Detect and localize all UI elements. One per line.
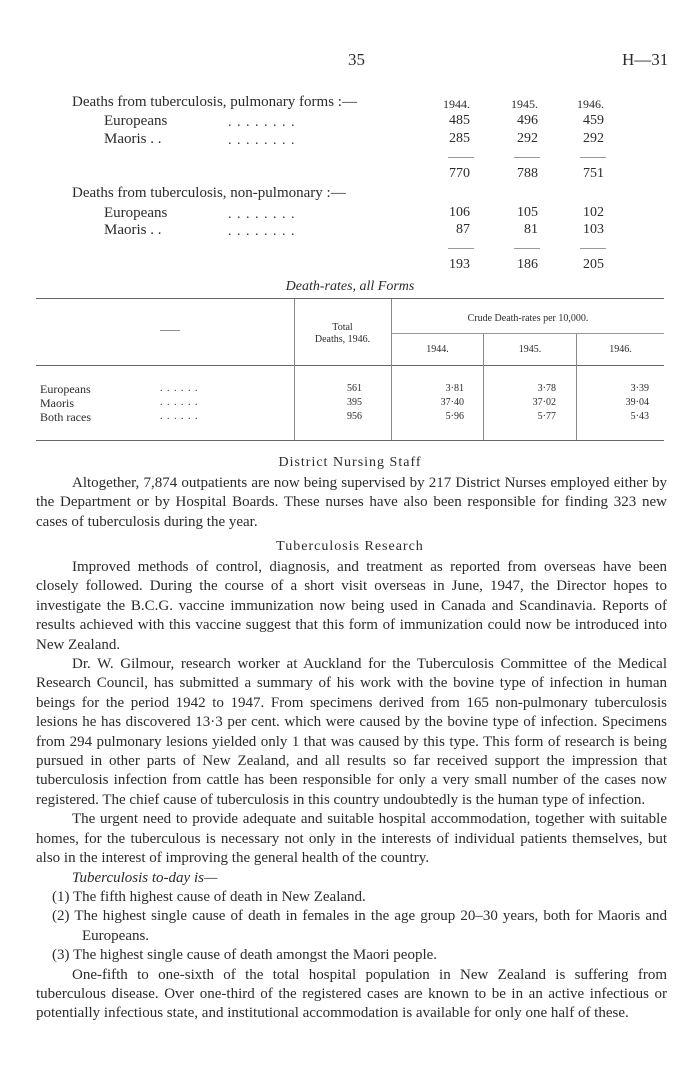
rate-cell: 5·77 — [537, 411, 556, 422]
year-header: 1944. — [443, 97, 470, 111]
paragraph: One-fifth to one-sixth of the total hospital population in New Zealand is suffering from tuberculous disease. Over one-third of the registered cases are known to be in an active infectious or potentially infectious state, and institutional accommodation is available for only one half of these. — [36, 966, 667, 1022]
value-cell: 106 — [449, 205, 470, 220]
year-header: 1946. — [609, 344, 632, 355]
total-cell: 751 — [583, 166, 604, 181]
cause-list — [36, 888, 667, 966]
value-cell: 459 — [583, 113, 604, 128]
rate-cell: 5·43 — [630, 411, 649, 422]
row-label: Both races — [40, 410, 91, 424]
pulmonary-heading: Deaths from tuberculosis, pulmonary forms :— — [72, 94, 357, 110]
paragraph: The urgent need to provide adequate and suitable hospital accommodation, together with suitable homes, for the tuberculous is necessary not only in the interests of individual patients themselves, but also in the interest of improving the general health of the country. — [36, 811, 667, 867]
value-cell: 105 — [517, 205, 538, 220]
leader-dots: . . . . . . — [160, 397, 199, 408]
rate-cell: 3·78 — [537, 383, 556, 394]
list-item: (2) The highest single cause of death in females in the age group 20–30 years, both for Maoris and Europeans. — [52, 908, 667, 944]
section-heading: District Nursing Staff — [278, 455, 422, 470]
total-cell: 788 — [517, 166, 538, 181]
row-label: Maoris — [40, 396, 74, 410]
value-cell: 81 — [524, 222, 538, 237]
nonpulmonary-heading: Deaths from tuberculosis, non-pulmonary :— — [72, 185, 346, 201]
total-cell: 205 — [583, 257, 604, 272]
rate-cell: 39·04 — [625, 397, 649, 408]
total-cell: 956 — [347, 411, 362, 422]
value-cell: 496 — [517, 113, 538, 128]
year-header: 1944. — [426, 344, 449, 355]
paragraph: Improved methods of control, diagnosis, and treatment as reported from overseas have been closely followed. During the course of a short visit overseas in June, 1947, the Director hopes to investigate the B.C.G. vaccine immunization now being used in Canada and Scandinavia. Reports of results achieved with this vaccine suggest that this form of immunization could now be introduced into New Zealand. — [36, 559, 667, 653]
total-header: Deaths, 1946. — [314, 334, 371, 345]
value-cell: 485 — [449, 113, 470, 128]
rate-cell: 3·39 — [630, 383, 649, 394]
row-label: Europeans — [104, 113, 168, 129]
value-cell: 285 — [449, 131, 470, 146]
section-heading: Tuberculosis Research — [276, 539, 424, 554]
crude-header: Crude Death-rates per 10,000. — [467, 313, 589, 324]
paragraph: Dr. W. Gilmour, research worker at Auckland for the Tuberculosis Committee of the Medical Research Council, has submitted a summary of his work with the bovine type of infection in human beings for the period 1942 to 1947. From specimens derived from 165 non-pulmonary tuberculosis lesions he has discovered 13·3 per cent. which were caused by the bovine type of infection. Specimens from 294 pulmonary lesions yielded only 1 that was caused by this type. This form of research is being pursued in other parts of New Zealand, and all results so far received support the impression that tuberculosis infection from cattle has been responsible for only a very small number of the cases now registered. The chief cause of tuberculosis in this country undoubtedly is the human type of infection. — [36, 656, 667, 808]
table-bottom-rule — [36, 440, 664, 441]
row-label: Maoris . . — [104, 131, 162, 147]
document-code: H—31 — [622, 50, 669, 69]
rate-cell: 37·40 — [440, 397, 464, 408]
value-cell: 292 — [517, 131, 538, 146]
research-body — [36, 558, 667, 1024]
page-number: 35 — [348, 50, 365, 69]
total-cell: 395 — [347, 397, 362, 408]
leader-dots: . . . . . . . . — [228, 133, 296, 148]
sum-rule — [448, 157, 474, 158]
year-header: 1945. — [511, 97, 538, 111]
table-top-rule — [36, 298, 664, 299]
leader-dots: . . . . . . — [160, 383, 199, 394]
sum-rule — [514, 248, 540, 249]
table-caption: Death-rates, all Forms — [285, 279, 415, 294]
district-nursing-paragraph — [36, 474, 667, 532]
paragraph: Altogether, 7,874 outpatients are now being supervised by 217 District Nurses employed either by the Department or by Hospital Boards. These nurses have also been responsible for finding 323 new cases of tuberculosis during the year. — [36, 475, 667, 530]
value-cell: 102 — [583, 205, 604, 220]
row-label: Europeans — [40, 382, 91, 396]
sum-rule — [580, 248, 606, 249]
row-label: Maoris . . — [104, 222, 162, 238]
value-cell: 103 — [583, 222, 604, 237]
subheader-rule — [392, 333, 664, 334]
total-header: Total — [332, 322, 353, 333]
leader-dots: . . . . . . . . — [228, 224, 296, 239]
rate-cell: 3·81 — [445, 383, 464, 394]
year-header: 1946. — [577, 97, 604, 111]
total-cell: 186 — [517, 257, 538, 272]
sum-rule — [580, 157, 606, 158]
total-cell: 770 — [449, 166, 470, 181]
list-item: (3) The highest single cause of death amongst the Maori people. — [52, 947, 438, 964]
sum-rule — [514, 157, 540, 158]
list-intro: Tuberculosis to-day is— — [72, 869, 218, 886]
value-cell: 87 — [456, 222, 470, 237]
leader-dots: . . . . . . — [160, 411, 199, 422]
value-cell: 292 — [583, 131, 604, 146]
leader-dots: . . . . . . . . — [228, 207, 296, 222]
sum-rule — [448, 248, 474, 249]
leader-dots: . . . . . . . . — [228, 115, 296, 130]
year-header: 1945. — [518, 344, 542, 355]
total-cell: 193 — [449, 257, 470, 272]
row-label: Europeans — [104, 205, 168, 221]
total-cell: 561 — [347, 383, 362, 394]
rate-cell: 5·96 — [445, 411, 464, 422]
header-bottom-rule — [36, 365, 664, 366]
rate-cell: 37·02 — [532, 397, 556, 408]
stub-header: —— — [160, 325, 180, 336]
list-item: (1) The fifth highest cause of death in New Zealand. — [52, 888, 366, 905]
